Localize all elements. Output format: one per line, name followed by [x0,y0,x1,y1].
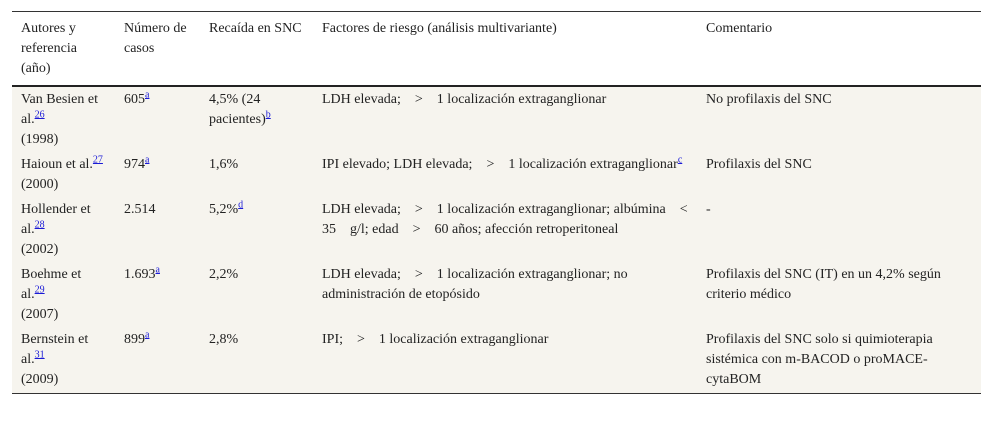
cell-cases [115,153,200,198]
risk-factors-value: IPI; > 1 localización extraganglionar [322,332,549,347]
author-year: (1998) [21,132,59,147]
cell-comment [697,263,981,328]
cell-cases [115,198,200,263]
reference-link[interactable]: 27 [92,154,103,166]
cell-cases [115,328,200,394]
author-year: (2009) [21,372,59,387]
relapse-value: 2,8% [209,332,239,347]
table-header [12,12,981,87]
cell-relapse [200,263,313,328]
cases-value: 1.693 [124,267,156,282]
reference-link[interactable]: 29 [34,284,45,296]
risk-factors-value: IPI elevado; LDH elevada; > 1 localización extraganglionar [322,157,678,172]
header-relapse: Recaída en SNC [209,21,302,36]
cell-relapse [200,153,313,198]
cases-value: 605 [124,92,145,107]
table-row [12,328,981,394]
header-row [12,12,981,87]
relapse-value: 1,6% [209,157,239,172]
cases-value: 899 [124,332,145,347]
footnote-link[interactable]: a [145,89,150,101]
footnote-link[interactable]: a [145,154,150,166]
table-body [12,86,981,394]
risk-factors-value: LDH elevada; > 1 localización extraganglionar [322,92,607,107]
author-name: Bernstein et al. [21,332,89,367]
comment-value: No profilaxis del SNC [706,92,832,107]
cell-relapse [200,198,313,263]
author-name: Van Besien et al. [21,92,98,127]
risk-factors-value: LDH elevada; > 1 localización extraganglionar; no administración de etopósido [322,267,632,302]
header-risk-factors: Factores de riesgo (análisis multivariante) [322,21,557,36]
cell-risk-factors [313,153,697,198]
table-row [12,198,981,263]
table-row [12,86,981,153]
cases-value: 974 [124,157,145,172]
cell-author [12,198,115,263]
author-year: (2002) [21,242,59,257]
cell-comment [697,328,981,394]
cell-comment [697,198,981,263]
header-comment: Comentario [706,21,773,36]
footnote-link[interactable]: b [265,109,271,121]
relapse-value: 5,2% [209,202,239,217]
cell-author [12,263,115,328]
cell-author [12,153,115,198]
comment-value: Profilaxis del SNC [706,157,812,172]
author-name: Hollender et al. [21,202,91,237]
author-year: (2007) [21,307,59,322]
cases-value: 2.514 [124,202,156,217]
cell-comment [697,153,981,198]
footnote-link[interactable]: c [677,154,683,166]
author-year: (2000) [21,177,59,192]
comment-value: - [706,202,711,217]
cell-cases [115,86,200,153]
cell-relapse [200,328,313,394]
risk-factors-value: LDH elevada; > 1 localización extraganglionar; albúmina < 35 g/l; edad > 60 años; afección retroperitoneal [322,202,702,237]
cell-cases [115,263,200,328]
relapse-value: 2,2% [209,267,239,282]
comment-value: Profilaxis del SNC (IT) en un 4,2% según criterio médico [706,267,941,302]
table-row [12,153,981,198]
reference-link[interactable]: 26 [34,109,45,121]
cell-risk-factors [313,263,697,328]
risk-factors-table-wrap [12,11,981,394]
author-name: Haioun et al. [21,157,93,172]
header-cases: Número de casos [124,21,187,56]
header-authors: Autores y referencia (año) [21,21,77,76]
risk-factors-table [12,11,981,394]
cell-risk-factors [313,198,702,263]
footnote-link[interactable]: d [238,199,244,211]
cell-risk-factors [313,86,697,153]
cell-author [12,86,115,153]
footnote-link[interactable]: a [155,264,160,276]
author-name: Boehme et al. [21,267,82,302]
reference-link[interactable]: 31 [34,349,45,361]
cell-comment [697,86,981,153]
cell-author [12,328,115,394]
cell-risk-factors [313,328,697,394]
relapse-value: 4,5% (24 pacientes) [209,92,266,127]
footnote-link[interactable]: a [145,329,150,341]
reference-link[interactable]: 28 [34,219,45,231]
comment-value: Profilaxis del SNC solo si quimioterapia sistémica con m-BACOD o proMACE-cytaBOM [706,332,933,387]
cell-relapse [200,86,313,153]
table-row [12,263,981,328]
